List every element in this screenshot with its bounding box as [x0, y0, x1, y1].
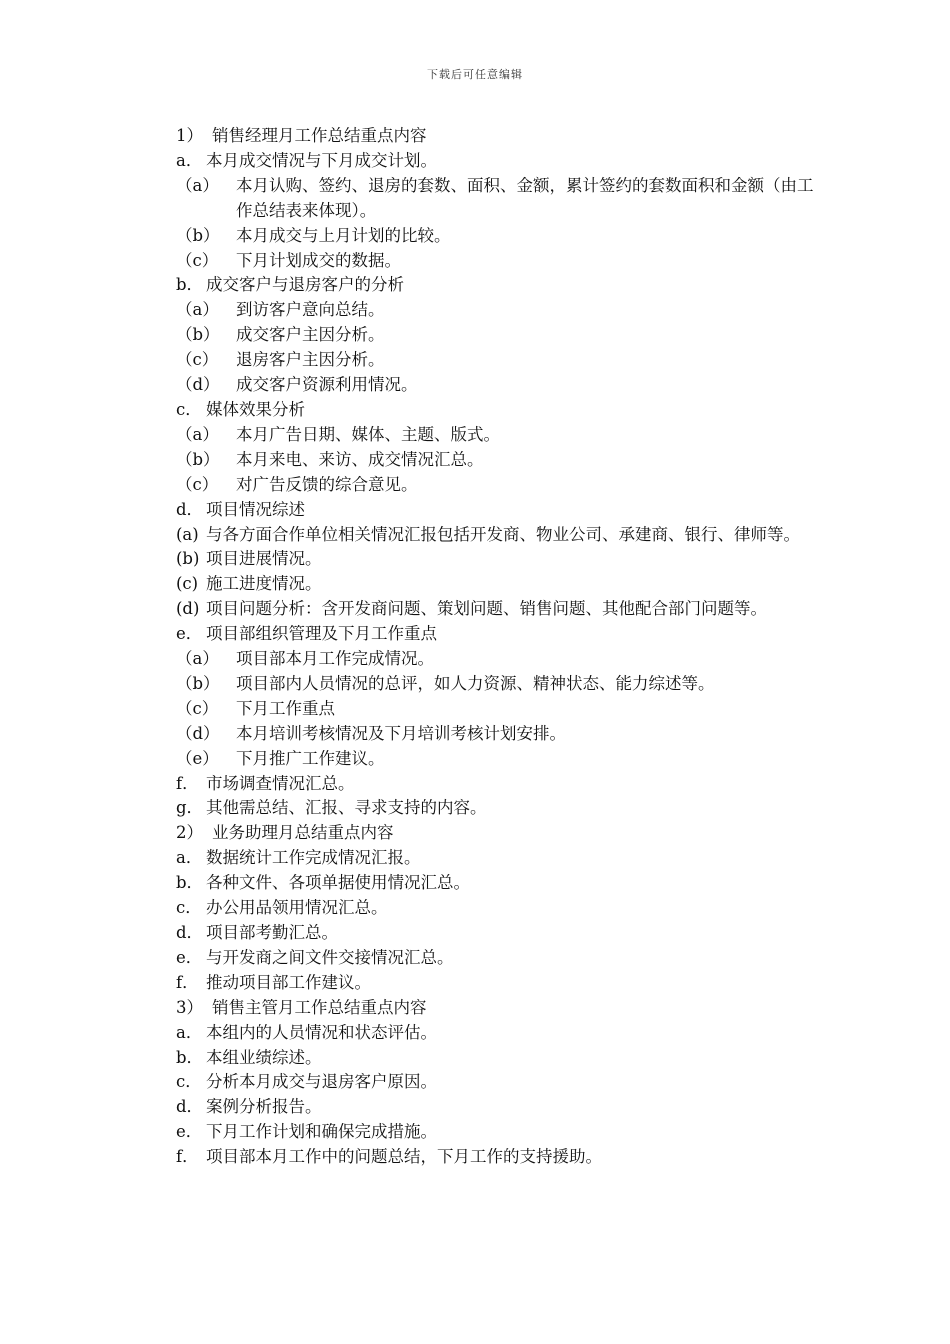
item-text: 项目进展情况。 [206, 549, 322, 569]
item-text: 下月工作计划和确保完成措施。 [206, 1122, 437, 1142]
item-marker: a． [176, 150, 203, 170]
outline-item-letter [176, 1070, 826, 1095]
item-marker: d． [176, 499, 204, 519]
item-marker: （b） [176, 225, 220, 245]
item-text: 本组内的人员情况和状态评估。 [206, 1022, 437, 1042]
page-header: 下载后可任意编辑 [427, 68, 523, 81]
item-marker: d． [176, 923, 204, 942]
item-marker: b． [176, 873, 204, 893]
item-text: 到访客户意向总结。 [236, 300, 385, 320]
item-text: 市场调查情况汇总。 [206, 773, 355, 793]
item-marker: a． [176, 848, 203, 868]
item-marker: （b） [176, 325, 220, 345]
outline-item-letter [176, 772, 826, 797]
item-text: 退房客户主因分析。 [236, 350, 385, 370]
item-marker: d． [176, 1097, 204, 1117]
item-text: 本月广告日期、媒体、主题、版式。 [236, 424, 500, 444]
outline-item-heading [176, 996, 826, 1021]
item-marker: e． [176, 1122, 203, 1142]
item-marker: f． [176, 773, 199, 793]
item-text: 下月工作重点 [236, 698, 335, 718]
item-marker: （e） [176, 748, 219, 768]
item-marker: f． [176, 1147, 199, 1167]
item-text: 对广告反馈的综合意见。 [236, 474, 418, 494]
item-text: 销售主管月工作总结重点内容 [212, 997, 427, 1017]
outline-item-letter [176, 1095, 826, 1120]
item-text: 下月推广工作建议。 [236, 748, 385, 768]
item-text: 数据统计工作完成情况汇报。 [206, 848, 421, 868]
item-text: 与各方面合作单位相关情况汇报包括开发商、物业公司、承建商、银行、律师等。 [206, 524, 800, 544]
outline-item-paren [176, 647, 826, 672]
item-marker: b． [176, 275, 204, 295]
item-text: 项目情况综述 [206, 499, 305, 519]
item-text: 成交客户主因分析。 [236, 325, 385, 345]
outline-item-letter [176, 846, 826, 871]
item-text: 分析本月成交与退房客户原因。 [206, 1072, 437, 1092]
outline-item-half [176, 597, 826, 622]
outline-item-half [176, 572, 826, 597]
outline-item-letter [176, 498, 826, 523]
outline-item-letter [176, 1145, 826, 1170]
item-text: 项目部内人员情况的总评，如人力资源、精神状态、能力综述等。 [236, 673, 715, 693]
item-marker: 3） [176, 997, 203, 1017]
outline-item-half [176, 547, 826, 572]
item-text: 与开发商之间文件交接情况汇总。 [206, 947, 454, 967]
item-text: 下月计划成交的数据。 [236, 250, 401, 270]
item-marker: e． [176, 947, 203, 967]
item-marker: （a） [176, 175, 219, 195]
item-marker: a． [176, 1022, 203, 1042]
item-marker: （c） [176, 250, 219, 270]
outline-item-half [176, 523, 826, 548]
outline-item-letter [176, 971, 826, 996]
item-marker: f． [176, 972, 199, 992]
outline-item-paren [176, 373, 826, 398]
outline-item-heading [176, 124, 826, 149]
item-text: 业务助理月总结重点内容 [212, 823, 394, 843]
outline-item-paren [176, 348, 826, 373]
item-marker: c． [176, 898, 202, 918]
item-text: 案例分析报告。 [206, 1097, 322, 1117]
item-marker: (a) [176, 524, 199, 544]
outline-item-letter [176, 921, 826, 946]
item-text: 推动项目部工作建议。 [206, 972, 371, 992]
item-marker: g． [176, 798, 204, 818]
item-marker: （c） [176, 698, 219, 718]
item-marker: 2） [176, 823, 203, 843]
item-marker: （b） [176, 673, 220, 693]
item-text: 办公用品领用情况汇总。 [206, 898, 388, 918]
item-text: 本月来电、来访、成交情况汇总。 [236, 449, 484, 469]
outline-item-letter [176, 871, 826, 896]
item-marker: 1） [176, 126, 203, 145]
outline-item-letter [176, 273, 826, 298]
item-text: 施工进度情况。 [206, 574, 322, 594]
outline-item-letter [176, 1021, 826, 1046]
item-marker: (d) [176, 599, 200, 619]
item-text: 项目部考勤汇总。 [206, 923, 338, 942]
item-marker: (c) [176, 574, 199, 594]
outline-item-paren [176, 448, 826, 473]
outline-item-paren [176, 224, 826, 249]
item-text: 各种文件、各项单据使用情况汇总。 [206, 873, 470, 893]
item-marker: （a） [176, 424, 219, 444]
item-text: 成交客户资源利用情况。 [236, 375, 418, 395]
outline-item-letter [176, 622, 826, 647]
outline-item-paren [176, 323, 826, 348]
document-body [176, 124, 826, 1170]
item-text: 媒体效果分析 [206, 399, 305, 419]
item-text: 项目部本月工作完成情况。 [236, 649, 434, 669]
outline-item-paren [176, 672, 826, 697]
item-marker: (b) [176, 549, 200, 569]
item-text: 本月认购、签约、退房的套数、面积、金额，累计签约的套数面积和金额（由工作总结表来体现）。 [236, 175, 814, 220]
outline-item-letter [176, 946, 826, 971]
item-marker: （c） [176, 474, 219, 494]
item-marker: c． [176, 1072, 202, 1092]
outline-item-letter [176, 149, 826, 174]
outline-item-heading [176, 821, 826, 846]
outline-item-paren [176, 174, 826, 224]
item-marker: b． [176, 1047, 204, 1067]
outline-item-paren [176, 747, 826, 772]
item-text: 成交客户与退房客户的分析 [206, 275, 404, 295]
item-marker: （d） [176, 375, 220, 395]
item-marker: e． [176, 624, 203, 644]
outline-item-paren [176, 473, 826, 498]
item-text: 项目部组织管理及下月工作重点 [206, 624, 437, 644]
outline-item-paren [176, 249, 826, 274]
item-text: 项目问题分析：含开发商问题、策划问题、销售问题、其他配合部门问题等。 [206, 599, 767, 619]
outline-item-paren [176, 423, 826, 448]
outline-item-letter [176, 398, 826, 423]
item-text: 本组业绩综述。 [206, 1047, 322, 1067]
outline-item-paren [176, 697, 826, 722]
outline-item-letter [176, 896, 826, 921]
item-marker: （c） [176, 350, 219, 370]
item-text: 本月成交与上月计划的比较。 [236, 225, 451, 245]
item-marker: （a） [176, 649, 219, 669]
item-text: 本月成交情况与下月成交计划。 [206, 150, 437, 170]
item-text: 销售经理月工作总结重点内容 [212, 126, 427, 145]
outline-item-letter [176, 1046, 826, 1071]
outline-item-letter [176, 796, 826, 821]
item-text: 项目部本月工作中的问题总结，下月工作的支持援助。 [206, 1147, 602, 1167]
outline-item-paren [176, 298, 826, 323]
outline-item-letter [176, 1120, 826, 1145]
item-marker: （b） [176, 449, 220, 469]
item-marker: c． [176, 399, 202, 419]
item-marker: （d） [176, 723, 220, 743]
item-text: 本月培训考核情况及下月培训考核计划安排。 [236, 723, 566, 743]
item-marker: （a） [176, 300, 219, 320]
item-text: 其他需总结、汇报、寻求支持的内容。 [206, 798, 487, 818]
outline-item-paren [176, 722, 826, 747]
